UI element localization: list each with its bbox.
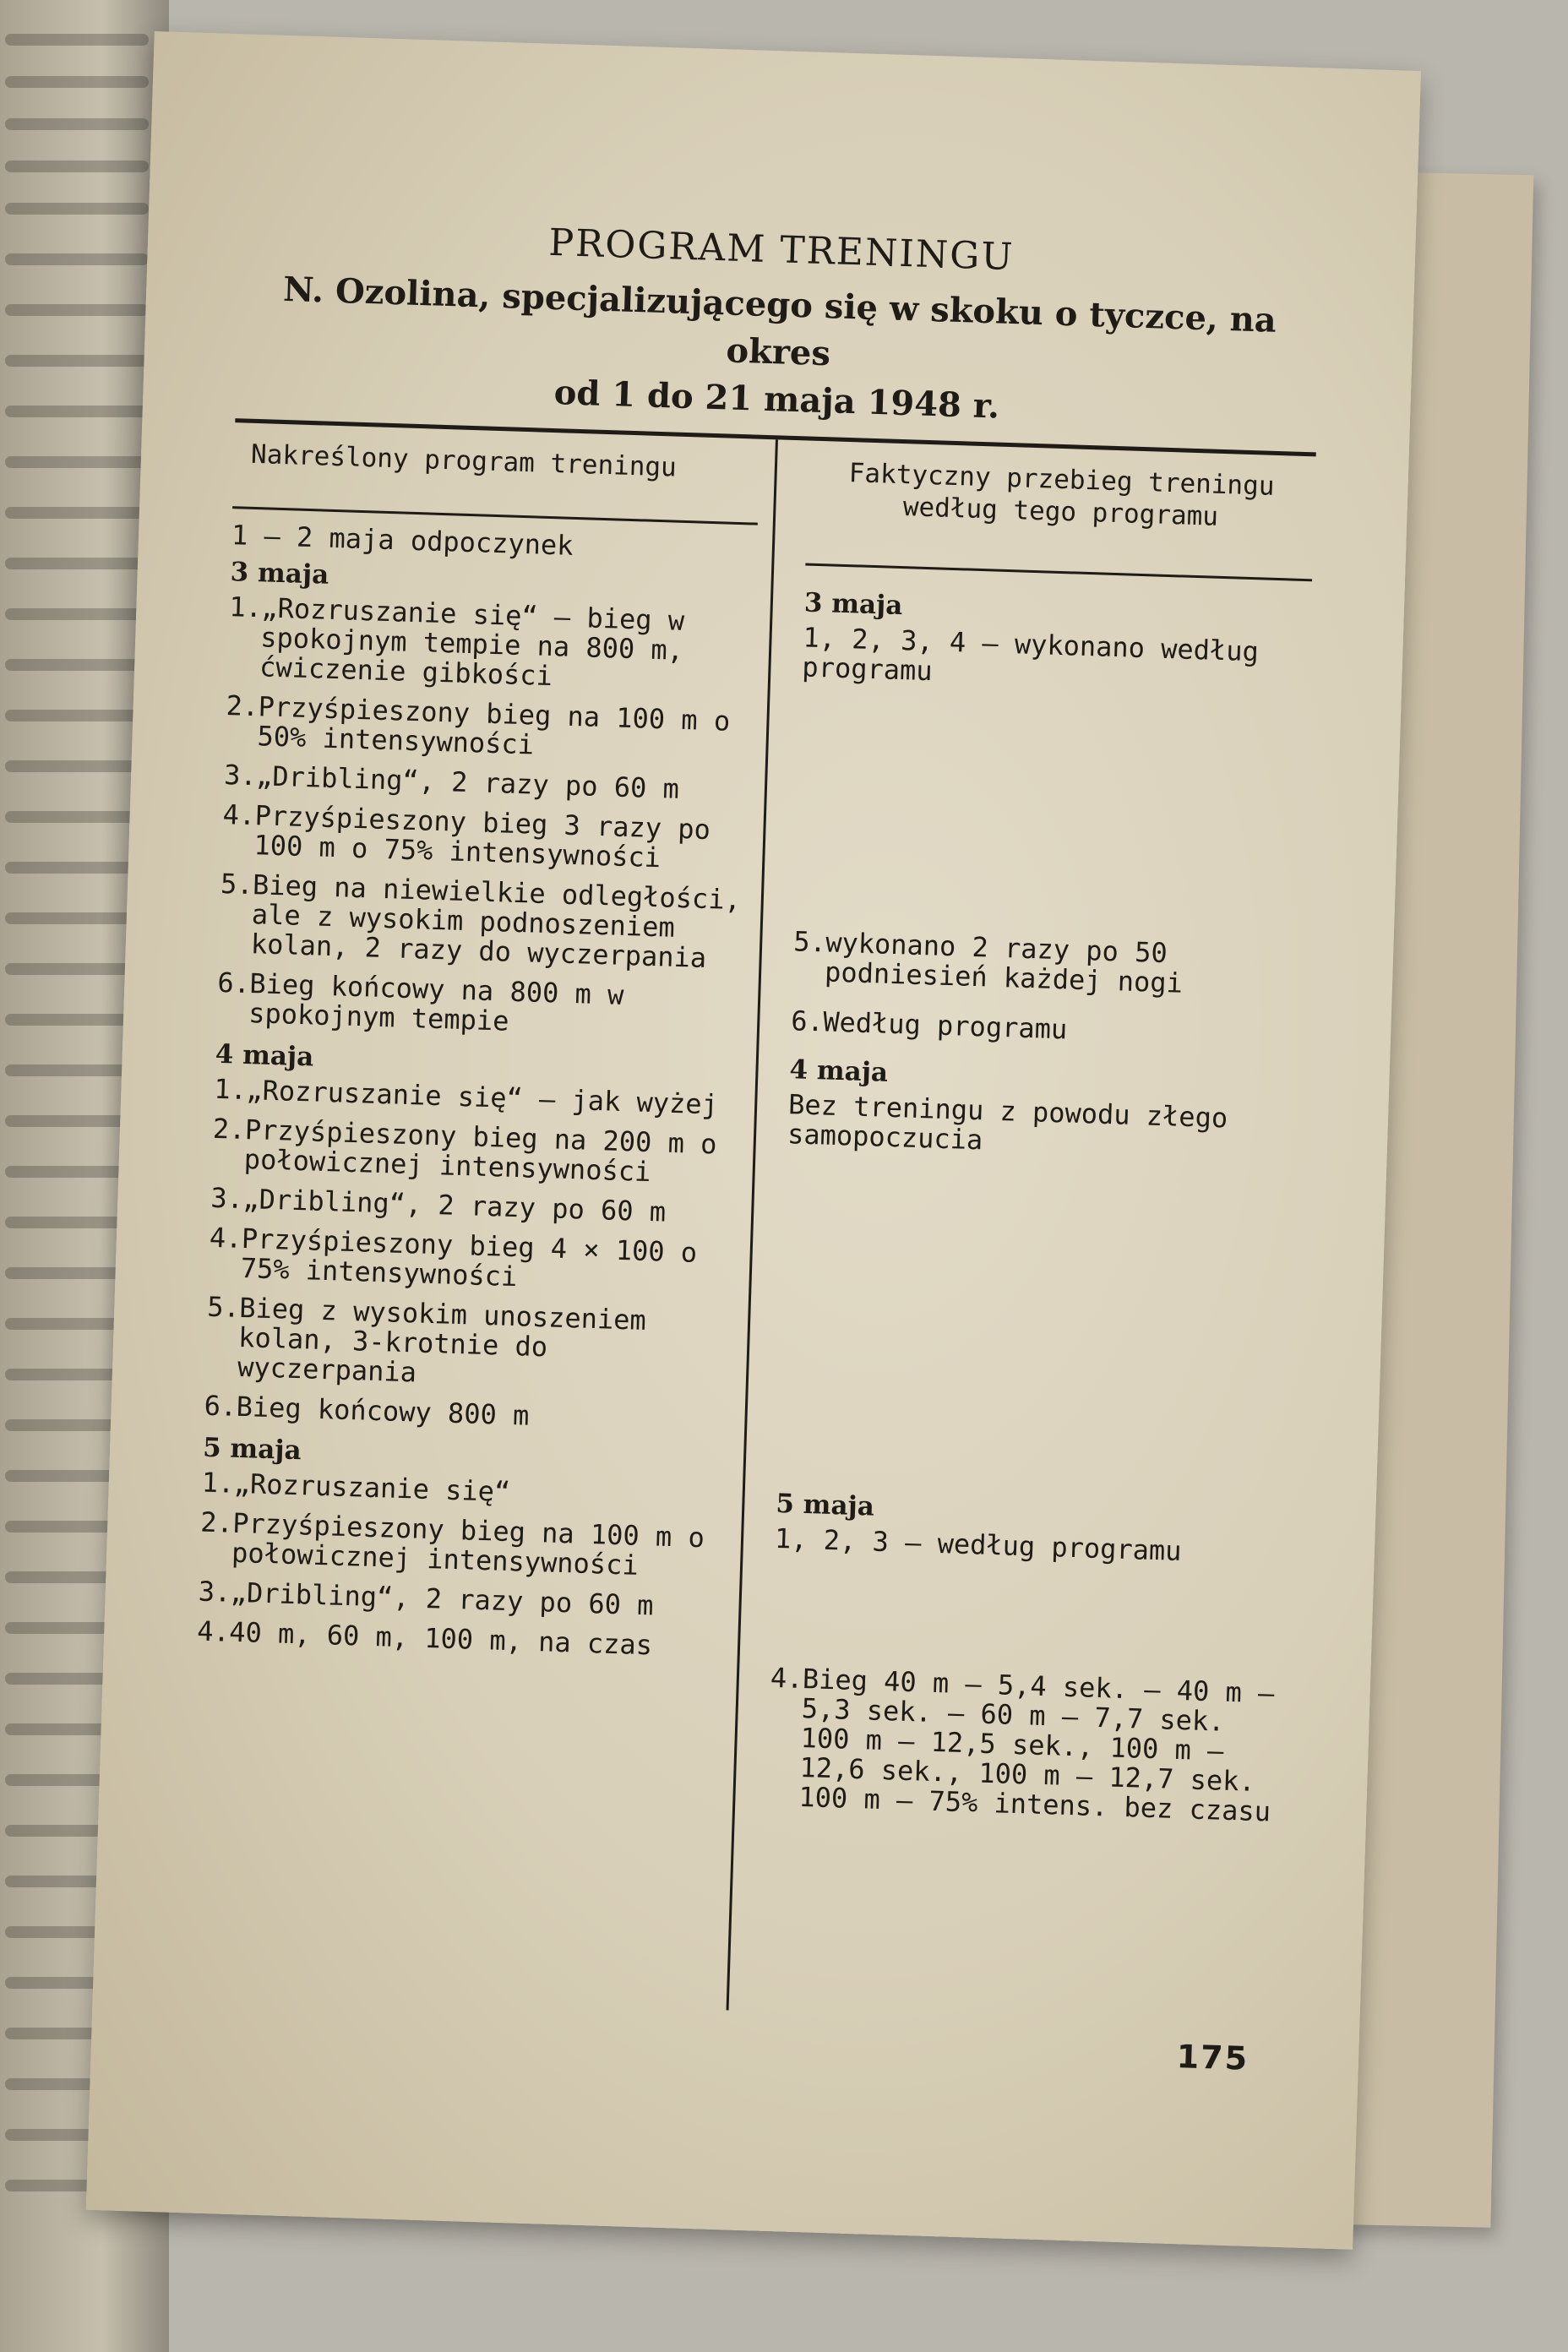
right-day-5-label: 5 maja bbox=[775, 1488, 875, 1522]
right-day-4-text: Bez treningu z powodu złego samopoczucia bbox=[787, 1088, 1228, 1157]
list-item bbox=[225, 691, 752, 767]
item-number: 5. bbox=[220, 867, 254, 901]
right-day-3-label: 3 maja bbox=[803, 587, 903, 622]
left-day-3-items bbox=[216, 592, 755, 1043]
list-item bbox=[766, 1663, 1277, 1827]
item-text: Bieg 40 m — 5,4 sek. — 40 m — 5,3 sek. — 60 m — 7,7 sek. 100 m — 12,5 sek., 100 m — 12,6 sek., 100 m — 12,7 sek. 100 m — 75% intens. bez czasu bbox=[798, 1663, 1275, 1828]
item-text: wykonano 2 razy po 50 podniesień każdej nogi bbox=[824, 926, 1184, 999]
item-number: 6. bbox=[216, 966, 251, 1000]
item-text: Bieg końcowy 800 m bbox=[236, 1390, 530, 1432]
page-subtitle bbox=[236, 264, 1321, 440]
item-text: „Dribling“, 2 razy po 60 m bbox=[255, 760, 680, 805]
list-item bbox=[227, 592, 755, 697]
item-number: 4. bbox=[770, 1661, 804, 1696]
left-day-3-label: 3 maja bbox=[230, 557, 329, 591]
item-number: 1. bbox=[228, 591, 263, 624]
item-text: Bieg z wysokim unoszeniem kolan, 3-krotnie do wyczerpania bbox=[237, 1291, 647, 1389]
item-number: 6. bbox=[790, 1004, 825, 1038]
item-number: 6. bbox=[204, 1389, 237, 1423]
intro-line: 1 — 2 maja odpoczynek bbox=[231, 519, 574, 562]
item-text: „Rozruszanie się“ — jak wyżej bbox=[245, 1073, 719, 1121]
item-text: Przyśpieszony bieg 3 razy po 100 m o 75% intensywności bbox=[253, 799, 711, 874]
planned-column bbox=[192, 422, 776, 1820]
item-text: „Rozruszanie się“ — bieg w spokojnym tempie na 800 m, ćwiczenie gibkości bbox=[259, 591, 685, 693]
right-day-3-item-6 bbox=[791, 1006, 1298, 1052]
right-day-5-item-4 bbox=[766, 1663, 1277, 1827]
list-item bbox=[208, 1223, 735, 1299]
subtitle-line-1: N. Ozolina, specjalizującego się w skoku o tyczce, na okres bbox=[282, 269, 1277, 374]
item-number: 5. bbox=[206, 1290, 241, 1324]
left-day-4-label: 4 maja bbox=[215, 1038, 314, 1073]
item-text: Przyśpieszony bieg na 100 m o połowicznej intensywności bbox=[231, 1506, 705, 1582]
item-text: Bieg końcowy na 800 m w spokojnym tempie bbox=[248, 967, 624, 1037]
list-item bbox=[791, 1006, 1298, 1052]
item-number: 2. bbox=[226, 689, 259, 723]
item-number: 5. bbox=[792, 925, 827, 959]
item-text: „Rozruszanie się“ bbox=[233, 1467, 511, 1509]
subtitle-line-2: od 1 do 21 maja 1948 r. bbox=[553, 373, 1000, 427]
list-item bbox=[216, 968, 743, 1044]
left-day-5-label: 5 maja bbox=[202, 1432, 302, 1467]
actual-column bbox=[732, 439, 1316, 1837]
item-number: 2. bbox=[212, 1112, 247, 1146]
item-number: 4. bbox=[222, 798, 256, 832]
list-item bbox=[792, 927, 1301, 1002]
right-day-4-label: 4 maja bbox=[788, 1054, 889, 1088]
item-number: 1. bbox=[201, 1466, 235, 1500]
list-item bbox=[210, 1181, 737, 1230]
item-number: 3. bbox=[210, 1181, 244, 1215]
list-item bbox=[224, 760, 750, 807]
planned-column-header: Nakreślony program treningu bbox=[232, 422, 760, 525]
list-item bbox=[199, 1505, 727, 1584]
actual-column-header: Faktyczny przebieg treningu według tego programu bbox=[805, 441, 1315, 582]
right-day-3-item-5 bbox=[792, 927, 1301, 1002]
page-content bbox=[192, 211, 1323, 1837]
training-table bbox=[192, 422, 1316, 1837]
item-text: Przyśpieszony bieg na 100 m o 50% intensywności bbox=[257, 690, 731, 761]
list-item bbox=[205, 1290, 733, 1397]
item-number: 3. bbox=[223, 758, 258, 792]
left-day-5-items bbox=[197, 1468, 727, 1663]
item-number: 3. bbox=[198, 1575, 231, 1609]
right-day-3-summary: 1, 2, 3, 4 — wykonano według programu bbox=[801, 621, 1260, 688]
page-number: 175 bbox=[1176, 2038, 1250, 2077]
right-day-5-summary: 1, 2, 3 — według programu bbox=[774, 1522, 1183, 1568]
list-item bbox=[197, 1616, 723, 1663]
item-number: 4. bbox=[196, 1614, 231, 1648]
item-number: 4. bbox=[209, 1221, 243, 1255]
list-item bbox=[218, 869, 746, 974]
item-text: 40 m, 60 m, 100 m, na czas bbox=[228, 1615, 653, 1662]
item-text: „Dribling“, 2 razy po 60 m bbox=[230, 1576, 655, 1622]
list-item bbox=[221, 800, 749, 876]
item-text: Według programu bbox=[822, 1005, 1068, 1046]
left-day-4-items bbox=[204, 1072, 740, 1437]
item-number: 1. bbox=[213, 1072, 248, 1106]
item-text: Bieg na niewielkie odległości, ale z wysokim podnoszeniem kolan, 2 razy do wyczerpania bbox=[250, 868, 742, 975]
list-item bbox=[211, 1114, 738, 1190]
item-text: Przyśpieszony bieg na 200 m o połowicznej intensywności bbox=[243, 1113, 718, 1189]
page-title: PROGRAM TRENINGU bbox=[547, 220, 1015, 280]
book-page bbox=[86, 31, 1421, 2250]
item-text: „Dribling“, 2 razy po 60 m bbox=[242, 1182, 667, 1228]
item-text: Przyśpieszony bieg 4 × 100 o 75% intensywności bbox=[240, 1222, 698, 1293]
item-number: 2. bbox=[199, 1505, 234, 1539]
list-item bbox=[204, 1391, 730, 1438]
list-item bbox=[198, 1577, 724, 1624]
